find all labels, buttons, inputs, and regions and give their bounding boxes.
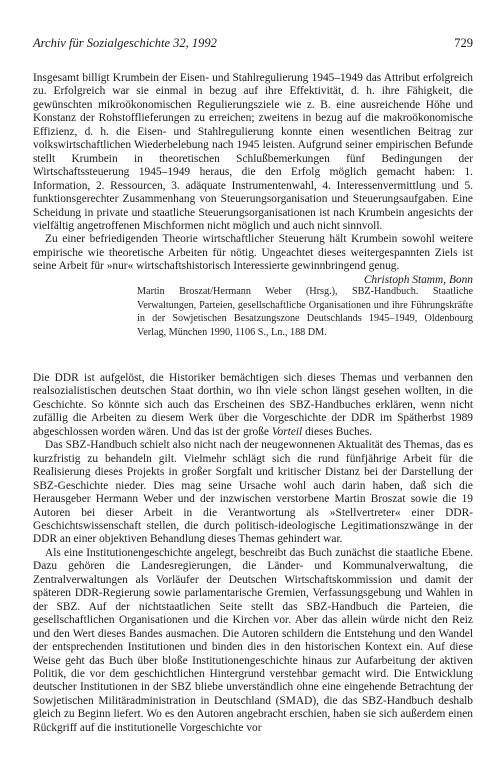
review-paragraph: Als eine Institutionengeschichte angelegt, beschreibt das Buch zunächst die staatliche Ebene. Dazu gehören die Landesregierungen, die Länder- und Kommunalverwaltung, die Zentralverwaltungen als Vorläufer der Deutschen Wirtschaftskommission und damit der späteren DDR-Regierung sowie parlamentarische Gremien, Verfassungsgebung und Wahlen in der SBZ. Auf der nichtstaatlichen Seite stellt das SBZ-Handbuch die Parteien, die gesellschaftlichen Organisationen und die Kirchen vor. Aber das allein würde nicht den Reiz und den Wert dieses Bandes ausmachen. Die Autoren schildern die Entstehung und den Wandel der entsprechenden Institutionen und binden dies in den historischen Kontext ein. Auf diese Weise geht das Buch über bloße Institutionengeschichte hinaus zur Aufarbeitung der aktiven Politik, die vor dem geschichtlichen Hintergrund verstehbar gemacht wird. Die Entwicklung deutscher Institutionen in der SBZ bliebe unverständlich ohne eine eingehende Betrachtung der Sowjetischen Militäradministration in Deutschland (SMAD), die das SBZ-Handbuch deshalb gleich zu Beginn liefert. Wo es den Autoren angebracht erschien, haben sie sich außerdem einen Rückgriff auf die institutionelle Vorgeschichte vor: [33, 546, 473, 734]
review-paragraph: Das SBZ-Handbuch schielt also nicht nach der neugewonnenen Aktualität des Themas, das es kurzfristig zu behandeln gilt. Vielmehr schlägt sich die rund fünfjährige Arbeit für die Realisierung dieses Projekts in großer Sorgfalt und kritischer Distanz bei der Darstellung der SBZ-Geschichte nieder. Dies mag seine Ursache wohl auch darin haben, daß sich die Herausgeber Hermann Weber und der inzwischen verstorbene Martin Broszat sowie die 19 Autoren bei dieser Arbeit in die Verantwortung als »Stellvertreter« einer DDR-Geschichtswissenschaft stellen, die durch politisch-ideologische Legitimationszwänge in der DDR an einer objektiven Behandlung dieses Themas gehindert war.: [33, 439, 473, 546]
review-paragraph: Zu einer befriedigenden Theorie wirtschaftlicher Steuerung hält Krumbein sowohl weitere empirische wie theoretische Arbeiten für nötig. Ungeachtet dieses weitergespannten Ziels ist seine Arbeit für »nur« wirtschaftshistorisch Interessierte gewinnbringend genug.: [33, 233, 473, 273]
paragraph-text: dieses Buches.: [305, 425, 373, 438]
paragraph-text: Die DDR ist aufgelöst, die Historiker bemächtigen sich dieses Themas und verbannen den realsozialistischen deutschen Staat dorthin, wo ihn viele schon längst gesehen wollten, in die Geschichte. So könnte sich auch das Erscheinen des SBZ-Handbuches erklären, wenn nicht zufällig die Arbeiten zu diesem Werk über die Vorgeschichte der DDR im Spätherbst 1989 abgeschlossen worden wären. Und das ist der große: [33, 372, 473, 438]
review-krumbein: [33, 72, 473, 287]
review-sbz-handbuch: [33, 372, 473, 735]
review-paragraph: [33, 372, 473, 439]
running-header: [33, 36, 473, 52]
journal-title: Archiv für Sozialgeschichte 32, 1992: [33, 36, 217, 50]
page-number: 729: [454, 36, 473, 50]
emphasis-text: Vorteil: [271, 425, 303, 438]
reviewer-signature: Christoph Stamm, Bonn: [363, 273, 473, 286]
book-citation: Martin Broszat/Hermann Weber (Hrsg.), SBZ-Handbuch. Staatliche Verwaltungen, Parteien, gesellschaftliche Organisationen und ihre Führungskräfte in der Sowjetischen Besatzungszone Deutschlands 1945–1949, Oldenbourg Verlag, München 1990, 1106 S., Ln., 188 DM.: [137, 286, 473, 338]
review-paragraph: Insgesamt billigt Krumbein der Eisen- und Stahlregulierung 1945–1949 das Attribut erfolgreich zu. Erfolgreich war sie einmal in bezug auf ihre Effektivität, d. h. ihre Fähigkeit, die gewünschten mikroökonomischen Regulierungsziele wie z. B. eine ausreichende Höhe und Konstanz der Rohstofflieferungen zu erreichen; zweitens in bezug auf die makroökonomische Effizienz, d. h. die Eisen- und Stahlregulierung konnte einen wesentlichen Beitrag zur volkswirtschaftlichen Wiederbelebung nach 1945 leisten. Aufgrund seiner empirischen Befunde stellt Krumbein in theoretischen Schlußbemerkungen fünf Bedingungen der Wirtschaftssteuerung 1945–1949 heraus, die den Erfolg möglich gemacht haben: 1. Information, 2. Ressourcen, 3. adäquate Instrumentenwahl, 4. Interessenvermittlung und 5. funktionsgerechter Zusammenhang von Steuerungsorganisation und Steuerungsaufgaben. Eine Scheidung in private und staatliche Steuerungsorganisationen ist nach Krumbein angesichts der vielfältig angetroffenen Mischformen nicht möglich und auch nicht sinnvoll.: [33, 72, 473, 232]
